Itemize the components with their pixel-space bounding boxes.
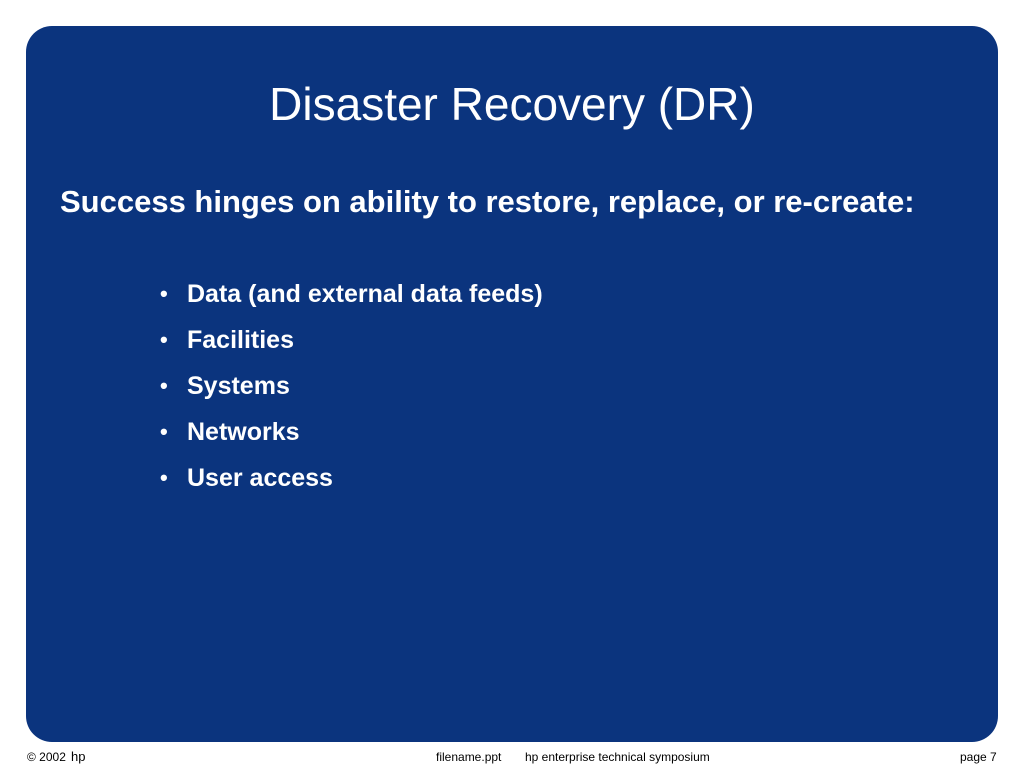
bullet-item-facilities (160, 320, 543, 366)
footer-filename: filename.ppt (436, 750, 502, 764)
bullet-text: Networks (187, 418, 300, 446)
bullet-marker: • (160, 327, 168, 352)
bullet-item-user-access (160, 458, 543, 504)
footer-event-name: hp enterprise technical symposium (525, 750, 710, 764)
bullet-item-networks (160, 412, 543, 458)
footer-copyright: © 2002 (27, 750, 66, 764)
bullet-marker: • (160, 373, 168, 398)
bullet-text: Data (and external data feeds) (187, 280, 543, 308)
slide-title: Disaster Recovery (DR) (269, 78, 755, 130)
lead-paragraph: Success hinges on ability to restore, replace, or re-create: (60, 184, 915, 219)
bullet-list (160, 274, 543, 504)
bullet-item-data (160, 274, 543, 320)
bullet-text: User access (187, 464, 333, 492)
bullet-marker: • (160, 281, 168, 306)
footer-page-number: page 7 (960, 750, 997, 764)
bullet-text: Systems (187, 372, 290, 400)
bullet-text: Facilities (187, 326, 294, 354)
hp-logo: hp (71, 749, 86, 764)
bullet-marker: • (160, 419, 168, 444)
bullet-item-systems (160, 366, 543, 412)
bullet-marker: • (160, 465, 168, 490)
slide-footer (0, 746, 1024, 768)
